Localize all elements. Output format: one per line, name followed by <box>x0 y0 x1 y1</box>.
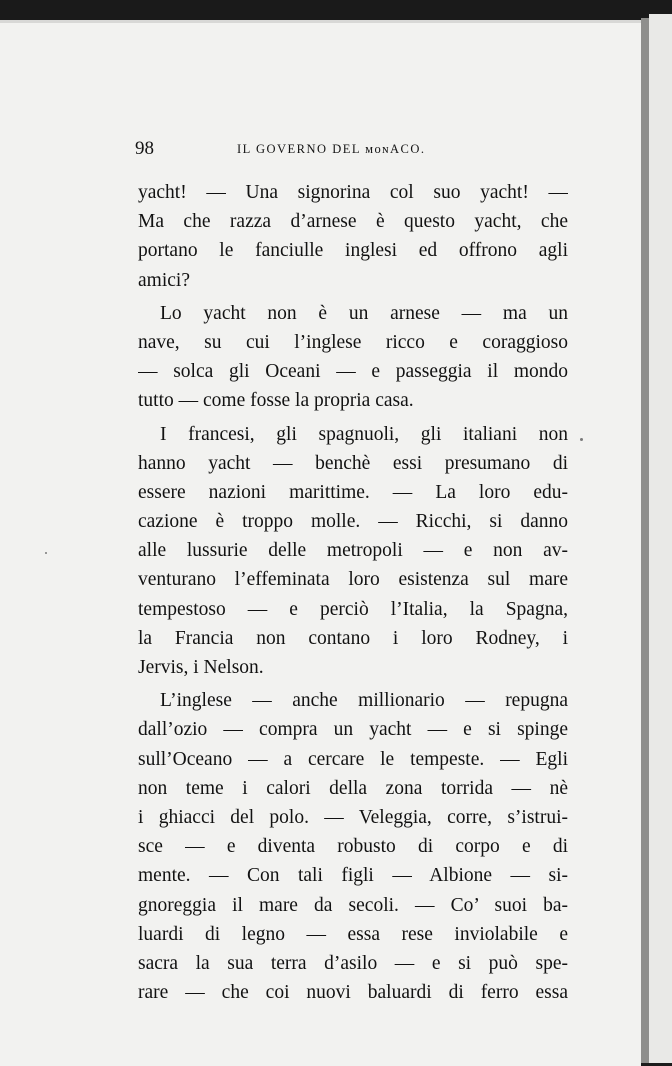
paper-speck <box>45 552 47 554</box>
text-line: la Francia non contano i loro Rodney, i <box>138 627 568 649</box>
text-line: — solca gli Oceani — e passeggia il mondo <box>138 361 568 383</box>
page-gutter-shadow <box>641 18 649 1063</box>
text-line: rare — che coi nuovi baluardi di ferro essa <box>138 982 568 1004</box>
text-line: luardi di legno — essa rese inviolabile e <box>138 923 568 945</box>
text-line: nave, su cui l’inglese ricco e coraggioso <box>138 331 568 353</box>
text-line: alle lussurie delle metropoli — e non av- <box>138 540 568 562</box>
text-line: Jervis, i Nelson. <box>138 657 264 678</box>
text-line: tutto — come fosse la propria casa. <box>138 390 414 412</box>
text-line: L’inglese — anche millionario — repugna <box>160 690 568 712</box>
running-head: IL GOVERNO DEL ᴍᴏɴACO. <box>237 142 426 156</box>
text-line: sacra la sua terra d’asilo — e si può spe- <box>138 952 568 974</box>
page-number: 98 <box>135 138 154 159</box>
text-line: cazione è troppo molle. — Ricchi, si danno <box>138 511 568 533</box>
text-line: amici? <box>138 269 190 291</box>
text-line: portano le fanciulle inglesi ed offrono agli <box>138 240 568 262</box>
text-line: essere nazioni marittime. — La loro edu- <box>138 481 568 503</box>
text-line: Lo yacht non è un arnese — ma un <box>160 302 568 324</box>
text-line: i ghiacci del polo. — Veleggia, corre, s’istrui- <box>138 806 568 828</box>
paper-speck <box>580 438 583 441</box>
text-line: non teme i calori della zona torrida — nè <box>138 777 568 799</box>
text-line: sull’Oceano — a cercare le tempeste. — Egli <box>138 748 568 770</box>
text-line: sce — e diventa robusto di corpo e di <box>138 836 568 858</box>
text-line: gnoreggia il mare da secoli. — Co’ suoi ba- <box>138 894 568 916</box>
text-line: venturano l’effeminata loro esistenza sul mare <box>138 569 568 591</box>
page-header <box>135 138 575 162</box>
text-line: yacht! — Una signorina col suo yacht! — <box>138 182 568 203</box>
text-line: Ma che razza d’arnese è questo yacht, che <box>138 211 568 233</box>
text-line: tempestoso — e perciò l’Italia, la Spagna, <box>138 598 568 620</box>
facing-page-edge <box>649 14 672 1063</box>
text-line: I francesi, gli spagnuoli, gli italiani non <box>160 423 568 445</box>
text-line: dall’ozio — compra un yacht — e si spinge <box>138 719 568 741</box>
text-line: hanno yacht — benchè essi presumano di <box>138 452 568 474</box>
text-line: mente. — Con tali figli — Albione — si- <box>138 865 568 887</box>
page-body-text <box>138 178 568 1007</box>
